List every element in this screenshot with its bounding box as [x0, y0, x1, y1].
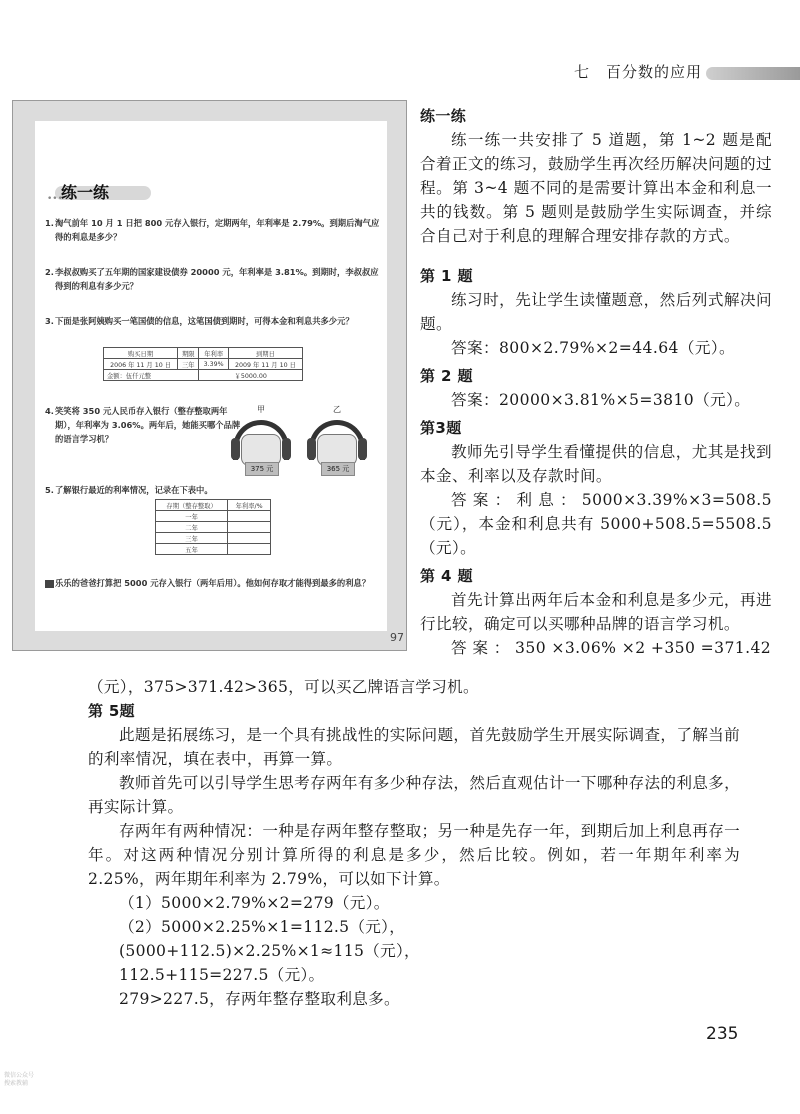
- exercise-q5: 5. 了解银行最近的利率情况，记录在下表中。: [45, 485, 213, 495]
- textbook-page-image: [12, 100, 407, 651]
- exercise-title-banner: [47, 177, 155, 205]
- chapter-title: 七 百分数的应用: [574, 63, 703, 81]
- exercise-q2: 2. 李叔叔购买了五年期的国家建设债券 20000 元，年利率是 3.81%。到期时，李叔叔应得到的利息有多少元？: [45, 267, 379, 291]
- dots-decoration-icon: •••: [47, 194, 63, 204]
- rate-header: 年利率/%: [228, 500, 271, 511]
- player-b-price: 365 元: [321, 462, 355, 476]
- heading-lianyilian: 练一练: [420, 107, 467, 125]
- exercise-q6: 乐乐的爸爸打算把 5000 元存入银行（两年后用）。他如何存取才能得到最多的利息？: [55, 576, 385, 590]
- bond-amount-value: ￥5000.00: [199, 370, 303, 381]
- bond-cell: 三年: [178, 359, 199, 370]
- paragraph-q5-3: 存两年有两种情况：一种是存两年整存整取；另一种是先存一年，到期后加上利息再存一年。对这两种情况分别计算所得的利息是多少，然后比较。例如，若一年期年利率为 2.25%，两年期年利率为 2.79%，可以如下计算。: [88, 822, 740, 888]
- bond-header: 期限: [178, 348, 199, 359]
- heading-q4: 第 4 题: [420, 567, 473, 585]
- paragraph-q5-1: 此题是拓展练习，是一个具有挑战性的实际问题，首先鼓励学生开展实际调查，了解当前的利率情况，填在表中，再算一算。: [88, 726, 740, 768]
- watermark: 微信公众号 搜索教辅: [4, 1072, 35, 1087]
- bond-header: 年利率: [199, 348, 228, 359]
- heading-q5: 第 5题: [88, 702, 135, 720]
- heading-q3: 第3题: [420, 419, 462, 437]
- player-a-price: 375 元: [245, 462, 279, 476]
- player-b-label: 乙: [333, 405, 341, 414]
- calculation-conclusion: 279>227.5，存两年整存整取利息多。: [119, 990, 400, 1008]
- rate-term: 三年: [156, 533, 228, 544]
- pencil-icon: [45, 580, 54, 588]
- answer-q1: 答案：800×2.79%×2=44.64（元）。: [451, 339, 736, 357]
- running-header: [550, 60, 800, 82]
- calculation-line: （2）5000×2.25%×1=112.5（元），: [119, 918, 406, 936]
- player-a-label: 甲: [257, 405, 265, 414]
- header-decoration-bar: [706, 67, 800, 80]
- answer-q4-start: 答 案 ： 350 ×3.06% ×2 +350 =371.42: [451, 639, 772, 657]
- textbook-page-number: 97: [390, 631, 404, 644]
- calculation-line: (5000+112.5)×2.25%×1≈115（元），: [119, 942, 420, 960]
- exercise-title: 练一练: [61, 183, 110, 202]
- page-number: 235: [706, 1024, 739, 1044]
- rate-table: [155, 499, 271, 555]
- language-player-b: [307, 405, 367, 478]
- answer-q2: 答案：20000×3.81%×5=3810（元）。: [451, 391, 751, 409]
- heading-q1: 第 1 题: [420, 267, 473, 285]
- language-player-a: [231, 405, 291, 478]
- calculation-line: （1）5000×2.79%×2=279（元）。: [119, 894, 390, 912]
- paragraph-q3: 教师先引导学生看懂提供的信息，尤其是找到本金、利率以及存款时间。: [420, 443, 772, 485]
- answer-q4-end: （元），375>371.42>365，可以买乙牌语言学习机。: [88, 678, 479, 696]
- rate-term: 一年: [156, 511, 228, 522]
- bond-table: [103, 347, 303, 381]
- rate-term: 五年: [156, 544, 228, 555]
- paragraph-lianyilian: 练一练一共安排了 5 道题，第 1~2 题是配合着正文的练习，鼓励学生再次经历解决问题的过程。第 3~4 题不同的是需要计算出本金和利息一共的钱数。第 5 题则是鼓励学生实际调查，并综合自己对于利息的理解合理安排存款的方式。: [420, 131, 772, 245]
- commentary-full-width: [88, 675, 740, 1011]
- exercise-q3: 3. 下面是张阿姨购买一笔国债的信息，这笔国债到期时，可得本金和利息共多少元？: [45, 316, 354, 326]
- calculation-line: 112.5+115=227.5（元）。: [119, 966, 325, 984]
- rate-term: 二年: [156, 522, 228, 533]
- heading-q2: 第 2 题: [420, 367, 473, 385]
- exercise-q1: 1. 淘气前年 10 月 1 日把 800 元存入银行，定期两年，年利率是 2.79%。到期后淘气应得的利息是多少？: [45, 218, 380, 242]
- paragraph-q4: 首先计算出两年后本金和利息是多少元，再进行比较，确定可以买哪种品牌的语言学习机。: [420, 591, 772, 633]
- bond-amount-label: 金额：伍仟元整: [104, 370, 199, 381]
- paragraph-q5-2: 教师首先可以引导学生思考存两年有多少种存法，然后直观估计一下哪种存法的利息多，再实际计算。: [88, 774, 740, 816]
- exercise-q4: 4. 笑笑将 350 元人民币存入银行（整存整取两年期），年利率为 3.06%。两年后，她能买哪个品牌的语言学习机？: [45, 406, 241, 444]
- paragraph-q1: 练习时，先让学生读懂题意，然后列式解决问题。: [420, 291, 772, 333]
- answer-q3: 答案：利息：5000×3.39%×3=508.5（元），本金和利息共有 5000+508.5=5508.5（元）。: [420, 491, 772, 557]
- bond-header: 到期日: [228, 348, 302, 359]
- bond-cell: 2006 年 11 月 10 日: [104, 359, 178, 370]
- bond-cell: 3.39%: [199, 359, 228, 370]
- bond-cell: 2009 年 11 月 10 日: [228, 359, 302, 370]
- bond-header: 购买日期: [104, 348, 178, 359]
- textbook-page: [35, 121, 404, 644]
- commentary-right-column: [420, 104, 772, 660]
- rate-header: 存期（整存整取）: [156, 500, 228, 511]
